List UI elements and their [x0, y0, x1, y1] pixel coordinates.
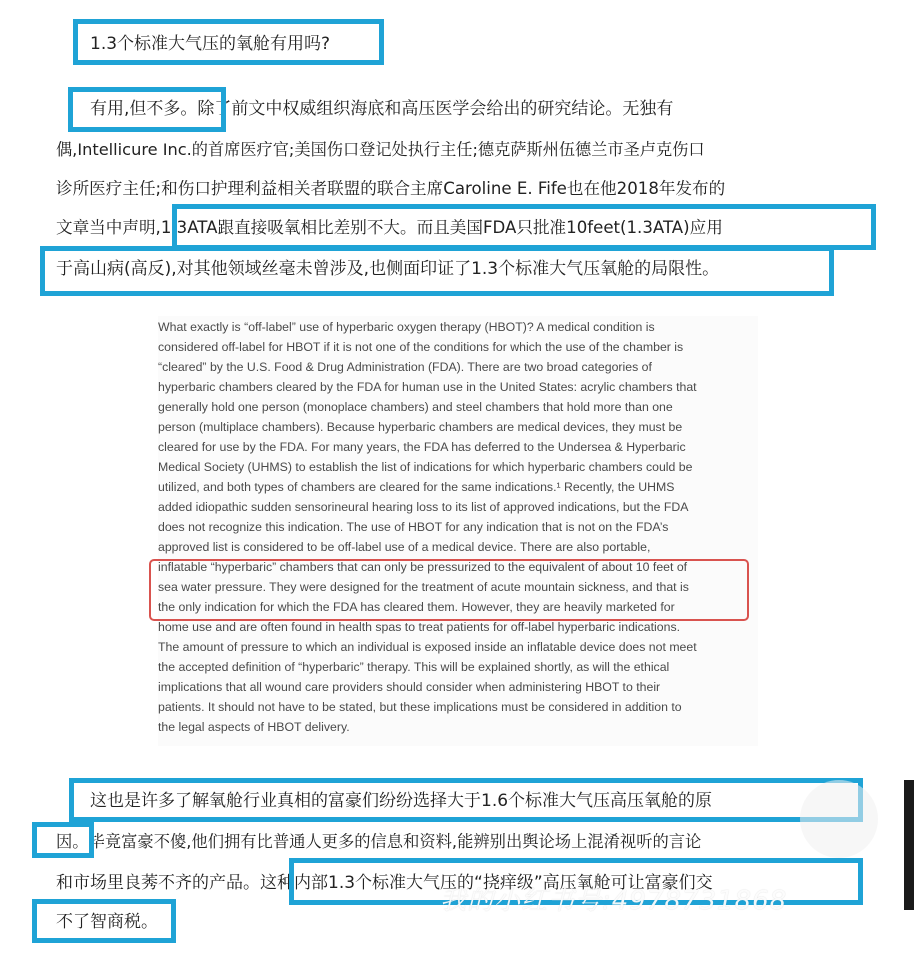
- quote-line: inflatable “hyperbaric” chambers that can only be pressurized to the equivalent of about 10 feet of: [158, 560, 688, 574]
- quote-line: the legal aspects of HBOT delivery.: [158, 720, 350, 734]
- paragraph1-line: 诊所医疗主任;和伤口护理利益相关者联盟的联合主席Caroline E. Fife也在他2018年发布的: [56, 179, 726, 198]
- quote-line: utilized, and both types of chambers are cleared for the same indications.¹ Recently, the UHMS: [158, 480, 675, 494]
- paragraph1-line: 偶,Intellicure Inc.的首席医疗官;美国伤口登记处执行主任;德克萨斯州伍德兰市圣卢克伤口: [56, 140, 705, 159]
- quote-line: home use and are often found in health spas to treat patients for off-label hyperbaric indications.: [158, 620, 681, 634]
- paragraph2-line: 因。毕竟富豪不傻,他们拥有比普通人更多的信息和资料,能辨别出舆论场上混淆视听的言论: [56, 832, 702, 851]
- watermark-logo-icon: [800, 780, 878, 858]
- quote-line: does not recognize this indication. The use of HBOT for any indication that is not on the FDA’s: [158, 520, 669, 534]
- paragraph2-line: 和市场里良莠不齐的产品。这种内部1.3个标准大气压的“挠痒级”高压氧舱可让富豪们交: [56, 873, 713, 893]
- quote-line: the accepted definition of “hyperbaric” therapy. This will be explained shortly, as will the ethical: [158, 660, 670, 674]
- quote-line: The amount of pressure to which an individual is exposed inside an inflatable device does not meet: [158, 640, 697, 654]
- edge-shadow: [904, 780, 914, 910]
- quote-line: sea water pressure. They were designed for the treatment of acute mountain sickness, and that is: [158, 580, 689, 594]
- quote-line: considered off-label for HBOT if it is not one of the conditions for which the use of the chamber is: [158, 340, 684, 354]
- paragraph1-line: 文章当中声明,1.3ATA跟直接吸氧相比差别不大。而且美国FDA只批准10feet(1.3ATA)应用: [56, 218, 723, 237]
- quote-line: What exactly is “off-label” use of hyperbaric oxygen therapy (HBOT)? A medical condition is: [158, 320, 655, 334]
- quote-line: the only indication for which the FDA has cleared them. However, they are heavily marketed for: [158, 600, 675, 614]
- quote-line: patients. It should not have to be stated, but these implications must be considered in addition to: [158, 700, 682, 714]
- quote-line: Medical Society (UHMS) to establish the list of indications for which hyperbaric chambers could be: [158, 460, 693, 474]
- quote-line: person (multiplace chambers). Because hyperbaric chambers are medical devices, they must be: [158, 420, 683, 434]
- quote-highlight-box: [149, 559, 749, 621]
- quote-line: hyperbaric chambers cleared by the FDA for human use in the United States: acrylic chambers that: [158, 380, 697, 394]
- quote-line: approved list is considered to be off-label use of a medical device. There are also portable,: [158, 540, 651, 554]
- paragraph1-line: 有用,但不多。除了前文中权威组织海底和高压医学会给出的研究结论。无独有: [90, 99, 674, 119]
- quote-line: generally hold one person (monoplace chambers) and steel chambers that hold more than one: [158, 400, 673, 414]
- quote-line: implications that all wound care providers should consider when administering HBOT to their: [158, 680, 661, 694]
- paragraph1-line: 于高山病(高反),对其他领域丝毫未曾涉及,也侧面印证了1.3个标准大气压氧舱的局限性。: [56, 259, 720, 279]
- paragraph2-line: 这也是许多了解氧舱行业真相的富豪们纷纷选择大于1.6个标准大气压高压氧舱的原: [90, 791, 713, 811]
- quote-line: added idiopathic sudden sensorineural hearing loss to its list of approved indications, but the FDA: [158, 500, 689, 514]
- question-heading: 1.3个标准大气压的氧舱有用吗?: [90, 34, 331, 54]
- watermark-text: 我的小红书号:4978731868: [440, 886, 788, 916]
- quote-line: cleared for use by the FDA. For many years, the FDA has deferred to the Undersea & Hyperbaric: [158, 440, 686, 454]
- quote-line: “cleared” by the U.S. Food & Drug Administration (FDA). There are two broad categories of: [158, 360, 652, 374]
- quoted-excerpt: [158, 316, 758, 746]
- paragraph2-line: 不了智商税。: [56, 912, 158, 932]
